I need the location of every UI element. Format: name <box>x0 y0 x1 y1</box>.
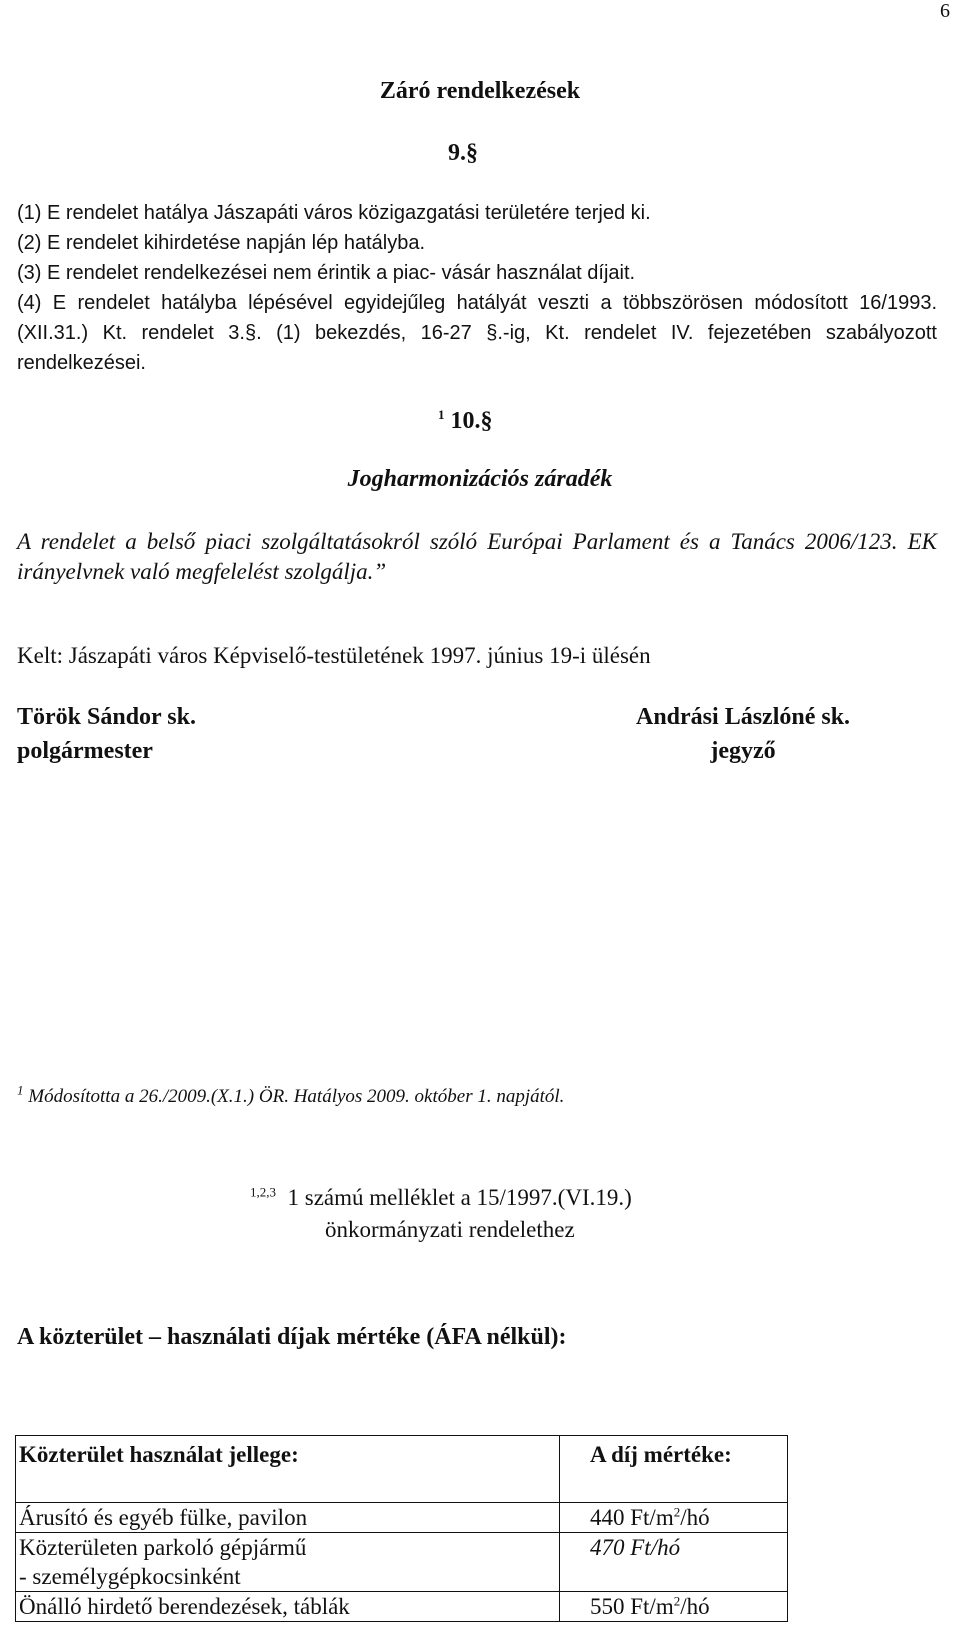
footnote-ref: 1 <box>438 407 445 422</box>
col-header-type: Közterület használat jellege: <box>16 1436 560 1503</box>
section-9-item-4: (4) E rendelet hatályba lépésével egyidejűleg hatályát veszti a többszörösen módosított 16/1993. (XII.31.) Kt. rendelet 3.§. (1) bekezdés, 16-27 §.-ig, Kt. rendelet IV. fejezetében szabályozott rendelkezései. <box>17 292 937 374</box>
section-9-item-1: (1) E rendelet hatálya Jászapáti város közigazgatási területére terjed ki. <box>17 202 651 224</box>
row-fee <box>560 1503 788 1533</box>
footnote <box>17 1082 565 1108</box>
row-label: Önálló hirdető berendezések, táblák <box>16 1592 560 1622</box>
annex-footnote-refs: 1,2,3 <box>250 1184 276 1200</box>
section-10-title: Jogharmonizációs záradék <box>347 466 613 492</box>
row-label <box>16 1533 560 1592</box>
table-row <box>16 1503 788 1533</box>
row-fee <box>560 1533 788 1592</box>
section-9-item-2: (2) E rendelet kihirdetése napján lép hatályba. <box>17 232 426 254</box>
fee-unit-sup: 2 <box>673 1504 681 1520</box>
fee-unit-sup: 2 <box>673 1593 681 1609</box>
col-header-fee: A díj mértéke: <box>560 1436 788 1503</box>
footnote-text: Módosította a 26./2009.(X.1.) ÖR. Hatályos 2009. október 1. napjától. <box>28 1086 565 1107</box>
fee-heading: A közterület – használati díjak mértéke (ÁFA nélkül): <box>17 1324 567 1350</box>
table-row <box>16 1592 788 1622</box>
row-label-line-1: Közterületen parkoló gépjármű <box>19 1535 307 1560</box>
fee-period: /hó <box>680 1505 710 1530</box>
fee-amount: 470 Ft/hó <box>590 1535 681 1560</box>
table-row <box>16 1533 788 1592</box>
mayor-title: polgármester <box>17 738 153 764</box>
notary-title: jegyző <box>710 738 776 764</box>
row-label: Árusító és egyéb fülke, pavilon <box>16 1503 560 1533</box>
section-9-item-3: (3) E rendelet rendelkezései nem érintik a piac- vásár használat díjait. <box>17 262 636 284</box>
annex-title: 1 számú melléklet a 15/1997.(VI.19.) <box>287 1185 632 1210</box>
section-10-text: A rendelet a belső piaci szolgáltatásokról szóló Európai Parlament és a Tanács 2006/123. EK irányelvnek való megfelelést szolgálja.” <box>17 529 937 584</box>
footnote-mark: 1 <box>17 1082 24 1098</box>
page-number: 6 <box>940 0 950 22</box>
fee-period: /hó <box>680 1594 710 1619</box>
fee-amount: 440 Ft/m <box>590 1505 674 1530</box>
row-fee <box>560 1592 788 1622</box>
notary-name: Andrási Lászlóné sk. <box>636 704 851 730</box>
section-10-number: 10.§ <box>450 408 493 434</box>
section-9-heading: 9.§ <box>448 140 478 166</box>
mayor-name: Török Sándor sk. <box>17 704 196 730</box>
row-label-line-2: - személygépkocsinként <box>19 1564 241 1589</box>
fee-amount: 550 Ft/m <box>590 1594 674 1619</box>
mayor-signature <box>17 700 196 768</box>
section-10-heading <box>438 408 493 435</box>
annex-line-2: önkormányzati rendelethez <box>325 1217 575 1242</box>
fee-table-header <box>16 1436 788 1503</box>
annex-line-1 <box>250 1185 632 1211</box>
section-title: Záró rendelkezések <box>379 78 581 104</box>
fee-table <box>15 1435 788 1622</box>
kelt-line: Kelt: Jászapáti város Képviselő-testületének 1997. június 19-i ülésén <box>17 643 651 668</box>
notary-signature <box>636 700 850 768</box>
